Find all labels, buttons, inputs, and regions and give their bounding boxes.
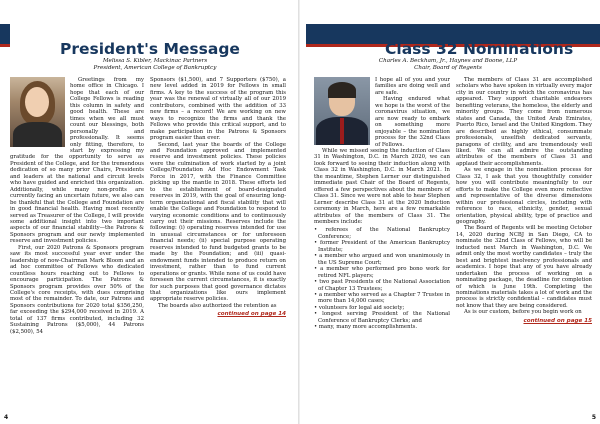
page-title: Class 32 Nominations bbox=[385, 40, 574, 58]
byline bbox=[360, 58, 536, 72]
left-banner-red-stub bbox=[0, 44, 10, 47]
paragraph: The boards also authorized the retention as bbox=[158, 302, 277, 309]
paragraph: Second, last year the boards of the College and Foundation approved and implemented reserve and investment policies. These policies were the culmination of work started by a joint College/Foundation Ad Hoc Endowment Task Force in 2017, with the Finance Committee picking up the mantle in 2018. These efforts led to the establishment of board-designated reserves in 2019, with the goal of ensuring long-term organizational and fiscal stability that will enable the College and Foundation to respond to varying economic conditions and to continuously carry out their missions. Reserves include the following: (i) operating reserves intended for use in unusual circumstances or for unforeseen financial needs; (ii) special purpose operating reserves intended to fund budgeted grants to be made by the Foundation; and (iii) quasi-endowment funds intended to produce return on investment, rather than to fund current operations or grants. While none of us could have foreseen the current circumstances, it is exactly for such purposes that good governance dictates that organizations like ours implement appropriate reserve policies. bbox=[150, 141, 286, 303]
list-item: • a member who argued and won unanimously in the US Supreme Court; bbox=[314, 253, 450, 266]
left-column-2 bbox=[150, 77, 286, 318]
paragraph: The Board of Regents will be meeting October 14, 2020 during NCBJ in San Diego, CA to nominate the 32nd Class of Fellows, who will be inducted next March in Washington, D.C. We admit only the most worthy candidates – truly the best and brightest insolvency professionals and academics. I hope that any of you have already undertaken the process of working on a nominating package, the deadline for completion of which is June 19th. Completing the nominations materials takes a lot of work and the process is strictly confidential – candidates must not know that they are being considered. bbox=[456, 225, 592, 309]
paragraph: Greetings from my home office in Chicago. I hope that each of our College Fellows is reading this column in safety and good health. These are times when we all must count our blessings, both personally and professionally. It seems only fitting, therefore, to start by expressing my gratitude for the opportunity to serve as President of the College, and for the tremendous dedication of so many prior Chairs, Presidents and leaders at the national and circuit levels who have guided and enriched this organization. Additionally, while many non-profits are currently facing an uncertain future, we also can be thankful that the College and Foundation are in good financial health. Having most recently served as Treasurer of the College, I will provide some additional insight into two important aspects of our financial stability—the Patrons & Sponsors program and our newly implemented reserve and investment policies. bbox=[10, 77, 144, 245]
list-item: • two past Presidents of the National Association of Chapter 13 Trustees; bbox=[314, 279, 450, 292]
author-name: Charles A. Beckham, Jr., Haynes and Boone, LLP bbox=[378, 58, 518, 64]
list-item: • a member who performed pro bono work for retired NFL players; bbox=[314, 266, 450, 279]
paragraph: Having endured what we hope is the worst of the coronavirus situation, we are now ready to embark on something more enjoyable – the nomination process for the 32nd Class of Fellows. bbox=[375, 96, 450, 148]
photo-face bbox=[25, 87, 49, 117]
photo-tie bbox=[340, 118, 344, 144]
photo-hair bbox=[328, 82, 356, 98]
list-item: • volunteers for legal aid society; bbox=[314, 304, 405, 311]
right-column-2 bbox=[456, 77, 592, 324]
list-item: • many, many more accomplishments. bbox=[314, 324, 418, 331]
paragraph: The members of Class 31 are accomplished scholars who have spoken in virtually every major city in our country in which the coronavirus has appeared. They support charitable endeavors benefiting veterans, the homeless, the elderly and minority groups. They come from numerous states and Canada, the United Arab Emirates, Puerto Rico, Israel and the United Kingdom. They are described as highly ethical, consummate professionals, unselfish dedicated servants, paragons of civility, and are tremendously well liked. We can all admire the outstanding attributes of the members of Class 31 and applaud their accomplishments. bbox=[456, 77, 593, 167]
author-photo bbox=[10, 77, 65, 147]
paragraph: I hope all of you and your families are doing well and are safe. bbox=[375, 77, 450, 96]
page-number: 4 bbox=[4, 414, 9, 421]
list-item: • longest serving President of the National Conference of Bankruptcy Clerks; and bbox=[314, 311, 450, 324]
list-item: • a member who served as a Chapter 7 Trustee in more than 14,000 cases; bbox=[314, 291, 450, 305]
photo-body bbox=[13, 122, 62, 147]
list-item: • former President of the American Bankruptcy Institute; bbox=[314, 240, 450, 253]
page-title: President's Message bbox=[60, 40, 240, 58]
left-banner-stub bbox=[0, 24, 10, 44]
author-name: Melissa S. Kibler, Mackinac Partners bbox=[102, 58, 208, 64]
list-item: • referees of the National Bankruptcy Conference; bbox=[314, 227, 450, 240]
paragraph: As we engage in the nomination process for Class 32, I ask that you thoughtfully consider how you will contribute meaningfully to our efforts to make the College even more reflective and representative of the diverse dimensions within our professional circles, including with reference to race, ethnicity, gender, sexual orientation, physical ability, type of practice and geography. bbox=[456, 167, 592, 225]
paragraph: As is our custom, before you begin work on bbox=[464, 309, 582, 316]
author-title: President, American College of Bankruptcy bbox=[93, 65, 217, 71]
byline bbox=[60, 58, 250, 72]
right-column-1 bbox=[314, 77, 450, 331]
continued-link[interactable]: continued on page 14 bbox=[217, 311, 286, 318]
continued-link[interactable]: continued on page 15 bbox=[523, 317, 592, 324]
right-page bbox=[300, 0, 600, 424]
author-photo bbox=[314, 77, 370, 145]
paragraph: Sponsors ($1,500), and 7 Supporters ($750), a new level added in 2019 for Fellows in small firms. A key to the success of the program this year was the renewal of virtually all of our 2019 contributors, combined with the addition of 33 new firms – a record! We are working on new ways to recognize the firms and thank the Fellows who provide this critical support, and to make participation in the Patrons & Sponsors program easier than ever. bbox=[150, 77, 286, 142]
member-list bbox=[314, 227, 450, 330]
page-number: 5 bbox=[591, 414, 596, 421]
paragraph: While we missed seeing the induction of Class 31 in Washington, D.C. in March 2020, we can look forward to seeing their induction along with Class 32 in Washington, D.C. in March 2021. In the meantime, Stephen Lerner our distinguished immediate past Chair of the Board of Regents, offered a few perspectives about the members of Class 31. Since we were not able to hear Stephen Lerner describe Class 31 at the 2020 Induction ceremony in March, here are a few remarkable attributes of the members of Class 31. The members include: bbox=[314, 147, 450, 225]
paragraph: First, our 2020 Patrons & Sponsors program saw its most successful year ever under the leadership of now-Chairman Mark Bloom and an ad hoc committee of Fellows who dedicated countless hours reaching out to Fellows to encourage participation. The Patrons & Sponsors program provides over 50% of the College's core receipts, with dues comprising most of the remainder. To date, our Patrons and Sponsors contributions for 2020 total $356,250, far exceeding the $294,000 received in 2019. A total of 137 firms contributed, including 32 Sustaining Patrons ($5,000), 44 Patrons ($2,500), 54 bbox=[10, 244, 144, 335]
author-title: Chair, Board of Regents bbox=[414, 65, 482, 71]
left-column-1 bbox=[10, 77, 144, 335]
